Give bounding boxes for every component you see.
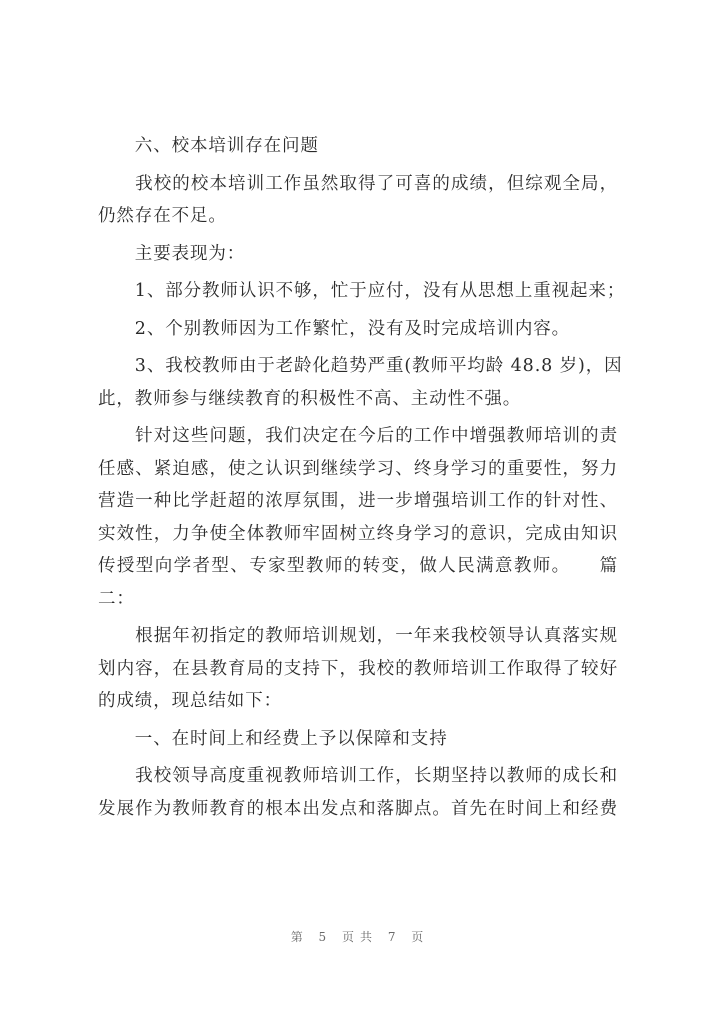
page-footer: 第 5 页共 7 页 (290, 930, 430, 944)
text-line: 发展作为教师教育的根本出发点和落脚点。首先在时间上和经费 (98, 798, 618, 819)
text-line: 主要表现为： (98, 243, 246, 264)
text-line: 二： (98, 588, 135, 609)
text-line: 仍然存在不足。 (98, 206, 227, 226)
text-line: 营造一种比学赶超的浓厚氛围，进一步增强培训工作的针对性、 (98, 491, 618, 511)
text-line: 根据年初指定的教师培训规划，一年来我校领导认真落实规 (98, 626, 618, 646)
text-line: 我校的校本培训工作虽然取得了可喜的成绩，但综观全局， (98, 173, 618, 194)
section-heading: 六、校本培训存在问题 (98, 136, 319, 156)
text-line: 划内容，在县教育局的支持下，我校的教师培训工作取得了较好 (98, 658, 618, 679)
list-item: 2、个别教师因为工作繁忙，没有及时完成培训内容。 (98, 318, 571, 339)
list-item: 1、部分教师认识不够，忙于应付，没有从思想上重视起来； (98, 281, 626, 301)
text-line: 任感、紧迫感，使之认识到继续学习、终身学习的重要性，努力 (98, 458, 618, 479)
text-line: 的成绩，现总结如下： (98, 691, 282, 711)
text-line: 实效性，力争使全体教师牢固树立终身学习的意识，完成由知识 (98, 523, 618, 544)
text-line: 针对这些问题，我们决定在今后的工作中增强教师培训的责 (98, 426, 618, 446)
section-heading: 一、在时间上和经费上予以保障和支持 (98, 728, 448, 749)
document-body (98, 125, 626, 825)
text-line: 此，教师参与继续教育的积极性不高、主动性不强。 (98, 388, 522, 409)
text-line: 我校领导高度重视教师培训工作，长期坚持以教师的成长和 (98, 766, 618, 786)
text-line: 传授型向学者型、专家型教师的转变，做人民满意教师。 篇 (98, 556, 618, 576)
list-item: 3、我校教师由于老龄化趋势严重(教师平均龄 48.8 岁)，因 (98, 356, 623, 376)
